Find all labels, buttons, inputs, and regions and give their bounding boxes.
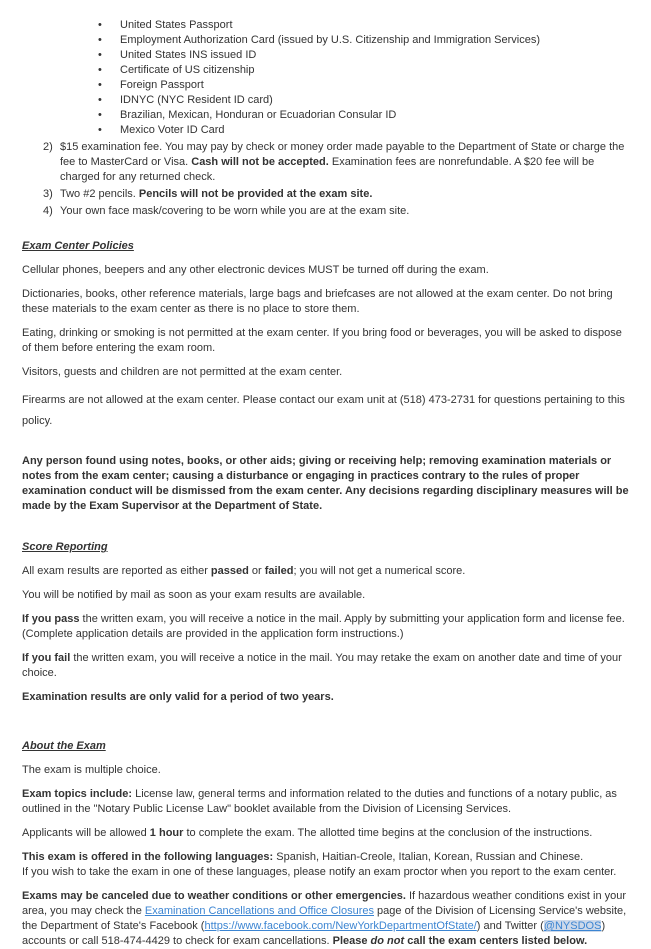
text-run: the written exam, you will receive a notice in the mail. You may retake the exam on another date and time of your choice. <box>22 652 622 679</box>
bullet-item <box>98 78 630 93</box>
bullet-item <box>98 18 630 33</box>
bullet-icon: • <box>98 94 102 106</box>
bullet-text: United States INS issued ID <box>120 49 257 61</box>
text-run: Cellular phones, beepers and any other electronic devices MUST be turned off during the exam. <box>22 264 489 276</box>
section-heading-score-reporting: Score Reporting <box>22 541 108 553</box>
bullet-icon: • <box>98 124 102 136</box>
text-run: License law, general terms and information related to the duties and functions of a notary public, as outlined in the "Notary Public License Law" booklet available from the Division of Licensing Services. <box>22 788 617 815</box>
text-run: Cash will not be accepted. <box>191 156 329 168</box>
bullet-text: United States Passport <box>120 19 233 31</box>
text-run: Exam topics include: <box>22 788 133 800</box>
bullet-item <box>98 108 630 123</box>
text-run: page of the Division of Licensing Service's website, the Department of State's Facebook ( <box>22 905 627 932</box>
text-run: If you fail <box>22 652 71 664</box>
bullet-icon: • <box>98 79 102 91</box>
text-run: or <box>248 565 265 577</box>
bullet-item <box>98 123 630 138</box>
paragraph-weather-cancellations <box>22 889 630 949</box>
section-heading-about-the-exam: About the Exam <box>22 740 106 752</box>
text-run: Examination results are only valid for a period of two years. <box>22 691 334 703</box>
bullet-text: IDNYC (NYC Resident ID card) <box>120 94 273 106</box>
paragraph-pass-fail <box>22 564 630 579</box>
text-run: 1 hour <box>149 827 184 839</box>
text-run: ; you will not get a numerical score. <box>293 565 466 577</box>
paragraph-languages <box>22 850 630 880</box>
bullet-item <box>98 48 630 63</box>
text-run: do not <box>370 935 405 947</box>
bullet-item <box>98 33 630 48</box>
bullet-icon: • <box>98 64 102 76</box>
numbered-item <box>22 187 630 202</box>
bullet-icon: • <box>98 34 102 46</box>
text-run: Pencils will not be provided at the exam site. <box>138 188 373 200</box>
item-number: 3) <box>43 188 53 200</box>
bullet-icon: • <box>98 19 102 31</box>
requirements-list <box>22 140 630 219</box>
text-run: ) and Twitter ( <box>476 920 544 932</box>
paragraph-misconduct-warning <box>22 454 630 514</box>
text-run: Applicants will be allowed <box>22 827 150 839</box>
item-text <box>60 140 630 185</box>
item-text <box>60 204 630 219</box>
text-run: $15 examination fee. You may pay by check or money order made payable to the Department of State or charge the fee to MasterCard or Visa. <box>60 141 625 168</box>
bullet-icon: • <box>98 49 102 61</box>
text-run: The exam is multiple choice. <box>22 764 161 776</box>
bullet-item <box>98 93 630 108</box>
bullet-text: Foreign Passport <box>120 79 204 91</box>
text-run: passed <box>210 565 249 577</box>
paragraph-firearms <box>22 390 630 432</box>
numbered-item <box>22 140 630 185</box>
text-run: Two #2 pencils. <box>60 188 139 200</box>
section-heading-exam-center-policies: Exam Center Policies <box>22 240 134 252</box>
numbered-item <box>22 204 630 219</box>
text-run: to complete the exam. The allotted time begins at the conclusion of the instructions. <box>183 827 593 839</box>
item-number: 4) <box>43 205 53 217</box>
text-run: If you pass <box>22 613 80 625</box>
paragraph-if-you-fail <box>22 651 630 681</box>
hyperlink[interactable]: Examination Cancellations and Office Closures <box>144 905 374 917</box>
paragraph-visitors <box>22 365 630 380</box>
text-run: Please <box>332 935 371 947</box>
paragraph-results-validity <box>22 690 630 705</box>
text-run: Firearms are not allowed at the exam center. Please contact our exam unit at (518) 473-2731 for questions pertaining to this policy. <box>22 394 625 427</box>
text-run: Visitors, guests and children are not permitted at the exam center. <box>22 366 343 378</box>
paragraph-electronic-devices <box>22 263 630 278</box>
bullet-text: Employment Authorization Card (issued by U.S. Citizenship and Immigration Services) <box>120 34 541 46</box>
hyperlink[interactable]: https://www.facebook.com/NewYorkDepartmentOfState/ <box>204 920 477 932</box>
bullet-item <box>98 63 630 78</box>
text-run: Any person found using notes, books, or other aids; giving or receiving help; removing examination materials or notes from the exam center; causing a disturbance or engaging in practices contrary to the rules of proper examination conduct will be dismissed from the exam center. Any decisions regarding disciplinary measures will be made by the Exam Supervisor at the Department of State. <box>22 455 629 512</box>
paragraph-eating-drinking <box>22 326 630 356</box>
text-run: call the exam centers listed below. <box>404 935 588 947</box>
text-run: Spanish, Haitian-Creole, Italian, Korean, Russian and Chinese. <box>273 851 584 863</box>
text-run: Eating, drinking or smoking is not permitted at the exam center. If you bring food or beverages, you will be asked to dispose of them before entering the exam room. <box>22 327 622 354</box>
bullet-text: Certificate of US citizenship <box>120 64 255 76</box>
bullet-text: Mexico Voter ID Card <box>120 124 225 136</box>
paragraph-if-you-pass <box>22 612 630 642</box>
text-run: If hazardous weather conditions exist in your area, you may check the <box>22 890 627 917</box>
text-run: Dictionaries, books, other reference materials, large bags and briefcases are not allowed at the exam center. Do not bring these materials to the exam center as there is no place to store them. <box>22 288 613 315</box>
paragraph-multiple-choice <box>22 763 630 778</box>
paragraph-notified-by-mail <box>22 588 630 603</box>
item-text <box>60 187 630 202</box>
bullet-text: Brazilian, Mexican, Honduran or Ecuadorian Consular ID <box>120 109 397 121</box>
text-run: This exam is offered in the following languages: <box>22 851 274 863</box>
paragraph-reference-materials <box>22 287 630 317</box>
paragraph-time-allowed <box>22 826 630 841</box>
text-run: All exam results are reported as either <box>22 565 211 577</box>
hyperlink[interactable]: @NYSDOS <box>543 920 602 932</box>
text-run: Exams may be canceled due to weather conditions or other emergencies. <box>22 890 406 902</box>
bullet-icon: • <box>98 109 102 121</box>
paragraph-exam-topics <box>22 787 630 817</box>
text-run: Your own face mask/covering to be worn while you are at the exam site. <box>60 205 410 217</box>
text-run: ) accounts or call 518-474-4429 to check for exam cancellations. <box>22 920 606 947</box>
id-bullet-list <box>22 18 630 138</box>
text-run: If you wish to take the exam in one of these languages, please notify an exam proctor when you report to the exam center. <box>22 866 617 878</box>
text-run: Examination fees are nonrefundable. A $20 fee will be charged for any returned check. <box>60 156 595 183</box>
item-number: 2) <box>43 141 53 153</box>
text-run: the written exam, you will receive a notice in the mail. Apply by submitting your application form and license fee. (Complete application details are provided in the application form instructions.) <box>22 613 625 640</box>
text-run: failed <box>264 565 294 577</box>
text-run: You will be notified by mail as soon as your exam results are available. <box>22 589 366 601</box>
